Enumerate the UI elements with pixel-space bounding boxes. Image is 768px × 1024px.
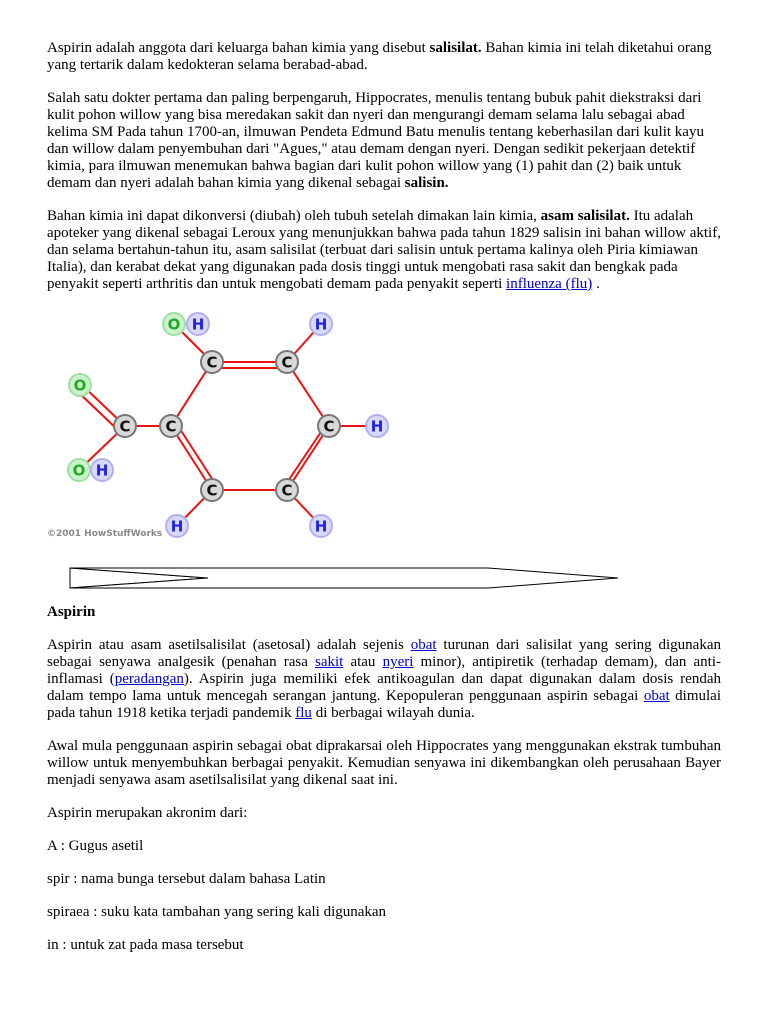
- oxygen-atom: [163, 313, 185, 335]
- hydrogen-label: H: [170, 517, 184, 536]
- text: dimulai pada tahun 1918 ketika terjadi pandemik: [47, 688, 721, 721]
- text: turunan dari salisilat yang sering digunakan sebagai senyawa analgesik (penahan rasa: [47, 637, 721, 670]
- carbon-label: C: [206, 353, 218, 372]
- text: Salah satu dokter pertama dan paling berpengaruh, Hippocrates, menulis tentang bubuk pahit diekstraksi dari kulit pohon willow yang bisa meredakan sakit dan nyeri dan mengurangi demam selama lalu sebagai abad kelima SM Pada tahun 1700-an, ilmuwan Pendeta Edmund Batu menulis tentang keberhasilan dari kulit kayu dan willow dalam penyembuhan dari "Agues," atau demam dengan nyeri. Dengan sedikit pekerjaan detektif kimia, para ilmuwan menemukan bahwa bagian dari kulit pohon willow yang (1) pahit dan (2) baik untuk demam dan nyeri adalah bahan kimia yang dikenal sebagai: [47, 90, 704, 191]
- text: Bahan kimia ini telah diketahui orang yang tertarik dalam kedokteran selama berabad-abad.: [47, 40, 712, 73]
- hydrogen-atom: [91, 459, 113, 481]
- obat-link[interactable]: obat: [643, 688, 670, 704]
- intro-paragraph-3: [47, 208, 721, 293]
- bold-term-asam-salisilat: asam salisilat.: [540, 208, 630, 224]
- hydrogen-atom: [366, 415, 388, 437]
- obat-link[interactable]: obat: [410, 637, 437, 653]
- carbon-atom: [201, 479, 223, 501]
- nyeri-link[interactable]: nyeri: [382, 654, 414, 670]
- text: di berbagai wilayah dunia.: [311, 705, 475, 721]
- salicylic-acid-diagram: [44, 308, 404, 544]
- text: Bahan kimia ini dapat dikonversi (diubah) oleh tubuh setelah dimakan lain kimia,: [47, 208, 541, 224]
- carbon-label: C: [323, 417, 335, 436]
- bold-term-salisin: salisin.: [404, 175, 449, 191]
- hydrogen-label: H: [191, 315, 205, 334]
- acronym-item: A : Gugus asetil: [47, 838, 144, 854]
- intro-paragraph-1: [47, 40, 721, 74]
- aspirin-paragraph-2: Awal mula penggunaan aspirin sebagai obat diprakarsai oleh Hippocrates yang menggunakan ekstrak tumbuhan willow untuk menyembuhkan berbagai penyakit. Kemudian senyawa ini dikembangkan oleh perusahaan Bayer menjadi senyawa asam asetilsalisilat yang dikenal saat ini.: [47, 738, 721, 788]
- text: Itu adalah apoteker yang dikenal sebagai Leroux yang menunjukkan bahwa pada tahun 1829 salisin ini bahan willow aktif, dan selama bertahun-tahun itu, asam salisilat (terbuat dari salisin untuk pertama kalinya oleh Piria kimiawan Italia), dan kerabat dekat yang digunakan pada dosis tinggi untuk mengobati rasa sakit dan bengkak pada penyakit seperti arthritis dan untuk mengobati demam pada penyakit seperti: [47, 208, 721, 292]
- oxygen-label: O: [73, 376, 87, 395]
- carbon-atom: [276, 479, 298, 501]
- carbon-label: C: [281, 353, 293, 372]
- acronym-item: spiraea : suku kata tambahan yang sering kali digunakan: [47, 904, 387, 920]
- hydrogen-atom: [187, 313, 209, 335]
- text: .: [592, 276, 600, 292]
- text: Aspirin atau asam asetilsalisilat (asetosal) adalah sejenis: [47, 637, 411, 653]
- aspirin-section: [47, 604, 721, 970]
- flu-link[interactable]: flu: [295, 705, 312, 721]
- intro-section: [47, 40, 721, 309]
- acronym-item: in : untuk zat pada masa tersebut: [47, 937, 244, 953]
- carbon-atom: [201, 351, 223, 373]
- hydrogen-label: H: [95, 461, 109, 480]
- hydrogen-label: H: [314, 315, 328, 334]
- oxygen-atoms: [68, 313, 185, 481]
- aspirin-heading: Aspirin: [47, 604, 96, 620]
- acronym-item: spir : nama bunga tersebut dalam bahasa Latin: [47, 871, 326, 887]
- text: atau: [343, 654, 383, 670]
- oxygen-label: O: [72, 461, 86, 480]
- oxygen-atom: [68, 459, 90, 481]
- section-heading: [47, 604, 721, 621]
- peradangan-link[interactable]: peradangan: [114, 671, 184, 687]
- hydrogen-atom: [310, 515, 332, 537]
- carbon-label: C: [119, 417, 131, 436]
- decorative-arrow-divider: [68, 563, 628, 593]
- text: Aspirin adalah anggota dari keluarga bahan kimia yang disebut: [47, 40, 430, 56]
- oxygen-label: O: [167, 315, 181, 334]
- carbon-label: C: [206, 481, 218, 500]
- carbon-atom: [318, 415, 340, 437]
- copyright-label: ©2001 HowStuffWorks: [47, 529, 163, 539]
- influenza-link[interactable]: influenza (flu): [506, 276, 593, 292]
- aspirin-paragraph-1: [47, 637, 721, 722]
- carbon-atom: [114, 415, 136, 437]
- bond-c3-c4-double: [284, 429, 323, 487]
- hydrogen-atom: [166, 515, 188, 537]
- aspirin-paragraph-3: Aspirin merupakan akronim dari:: [47, 805, 248, 821]
- hydrogen-label: H: [314, 517, 328, 536]
- text: ). Aspirin juga memiliki efek antikoagulan dan dapat digunakan dalam dosis rendah dalam tempo lama untuk mencegah serangan jantung. Kepopuleran penggunaan aspirin sebagai: [47, 671, 721, 704]
- carbon-atom: [160, 415, 182, 437]
- bold-term-salisilat: salisilat.: [429, 40, 482, 56]
- text: minor), antipiretik (terhadap demam), dan anti-inflamasi (: [47, 654, 721, 687]
- carbon-atom: [276, 351, 298, 373]
- hydrogen-atom: [310, 313, 332, 335]
- intro-paragraph-2: [47, 90, 721, 192]
- hydrogen-label: H: [370, 417, 384, 436]
- carbon-label: C: [281, 481, 293, 500]
- oxygen-atom: [69, 374, 91, 396]
- sakit-link[interactable]: sakit: [314, 654, 344, 670]
- carbon-label: C: [165, 417, 177, 436]
